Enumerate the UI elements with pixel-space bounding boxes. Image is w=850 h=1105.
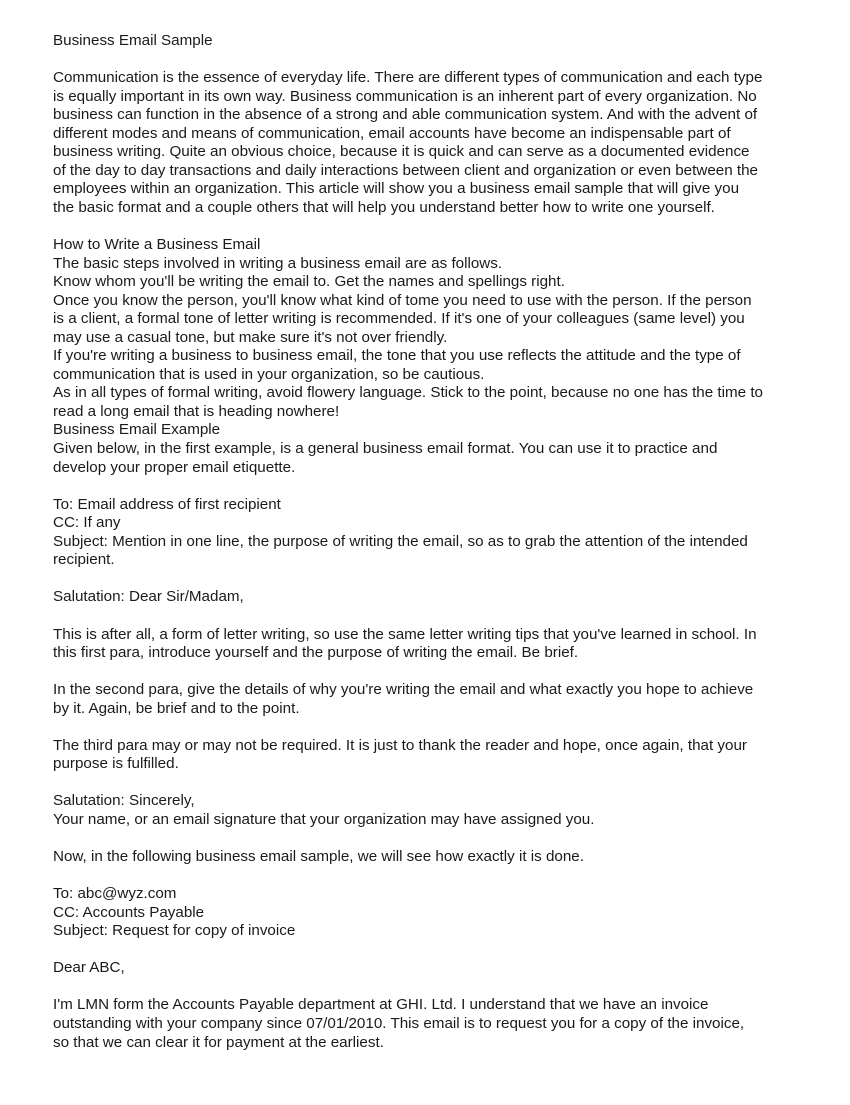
spacer bbox=[53, 978, 823, 997]
sample-header bbox=[53, 885, 823, 941]
template-salutation: Salutation: Dear Sir/Madam, bbox=[53, 588, 244, 606]
email-cc-line: CC: Accounts Payable bbox=[53, 903, 205, 921]
email-subject-line: Subject: Mention in one line, the purpose of writing the email, so as to grab the attention of the intended bbox=[53, 532, 748, 550]
text-line: If you're writing a business to business email, the tone that you use reflects the attitude and the type of bbox=[53, 347, 741, 365]
spacer bbox=[53, 477, 823, 496]
text-line: read a long email that is heading nowhere! bbox=[53, 402, 340, 420]
text-line: Given below, in the first example, is a general business email format. You can use it to practice and bbox=[53, 440, 718, 458]
text-line: Your name, or an email signature that your organization may have assigned you. bbox=[53, 810, 595, 828]
text-line: Salutation: Sincerely, bbox=[53, 792, 195, 810]
text-line: is a client, a formal tone of letter writing is recommended. If it's one of your colleagues (same level) you bbox=[53, 310, 745, 328]
text-line: purpose is fulfilled. bbox=[53, 755, 179, 773]
text-line: In the second para, give the details of why you're writing the email and what exactly you hope to achieve bbox=[53, 681, 754, 699]
text-line: communication that is used in your organization, so be cautious. bbox=[53, 365, 485, 383]
spacer bbox=[53, 217, 823, 236]
email-to-line: To: abc@wyz.com bbox=[53, 885, 177, 903]
email-cc-line: CC: If any bbox=[53, 514, 121, 532]
text-line: The third para may or may not be required. It is just to thank the reader and hope, once again, that your bbox=[53, 736, 747, 754]
template-closing bbox=[53, 792, 823, 829]
spacer bbox=[53, 774, 823, 793]
intro-paragraph bbox=[53, 69, 823, 217]
spacer bbox=[53, 570, 823, 589]
spacer bbox=[53, 867, 823, 886]
text-line: business can function in the absence of a strong and able communication system. And with the advent of bbox=[53, 106, 758, 124]
text-line: this first para, introduce yourself and the purpose of writing the email. Be brief. bbox=[53, 644, 579, 662]
transition-text: Now, in the following business email sample, we will see how exactly it is done. bbox=[53, 848, 584, 866]
text-line: the basic format and a couple others that will help you understand better how to write one yourself. bbox=[53, 198, 715, 216]
text-line: employees within an organization. This article will show you a business email sample that will give you bbox=[53, 180, 740, 198]
template-header bbox=[53, 496, 823, 570]
text-line: outstanding with your company since 07/01/2010. This email is to request you for a copy of the invoice, bbox=[53, 1014, 745, 1032]
template-paragraph-3 bbox=[53, 737, 823, 774]
sample-body bbox=[53, 996, 823, 1052]
template-paragraph-2 bbox=[53, 681, 823, 718]
text-line: is equally important in its own way. Business communication is an inherent part of every organization. No bbox=[53, 87, 757, 105]
email-to-line: To: Email address of first recipient bbox=[53, 495, 281, 513]
spacer bbox=[53, 607, 823, 626]
spacer bbox=[53, 51, 823, 70]
document-title: Business Email Sample bbox=[53, 32, 213, 49]
text-line: different modes and means of communication, email accounts have become an indispensable part of bbox=[53, 124, 731, 142]
text-line: may use a casual tone, but make sure it's not over friendly. bbox=[53, 328, 448, 346]
text-line: The basic steps involved in writing a business email are as follows. bbox=[53, 254, 503, 272]
section-heading: Business Email Example bbox=[53, 421, 221, 439]
text-line: business writing. Quite an obvious choice, because it is quick and can serve as a documented evidence bbox=[53, 143, 750, 161]
text-line: Know whom you'll be writing the email to. Get the names and spellings right. bbox=[53, 273, 565, 291]
text-line: This is after all, a form of letter writing, so use the same letter writing tips that you've learned in school. In bbox=[53, 625, 757, 643]
template-paragraph-1 bbox=[53, 626, 823, 663]
text-line: I'm LMN form the Accounts Payable department at GHI. Ltd. I understand that we have an invoice bbox=[53, 996, 709, 1014]
email-subject-line: Subject: Request for copy of invoice bbox=[53, 922, 296, 940]
text-line: As in all types of formal writing, avoid flowery language. Stick to the point, because no one has the time to bbox=[53, 384, 763, 402]
sample-greeting: Dear ABC, bbox=[53, 959, 125, 977]
section-heading: How to Write a Business Email bbox=[53, 236, 261, 254]
text-line: so that we can clear it for payment at the earliest. bbox=[53, 1033, 384, 1051]
text-line: develop your proper email etiquette. bbox=[53, 458, 296, 476]
text-line: Communication is the essence of everyday life. There are different types of communication and each type bbox=[53, 69, 763, 87]
howto-section bbox=[53, 236, 823, 477]
text-line: recipient. bbox=[53, 551, 115, 569]
text-line: Once you know the person, you'll know what kind of tome you need to use with the person. If the person bbox=[53, 291, 752, 309]
text-line: by it. Again, be brief and to the point. bbox=[53, 699, 300, 717]
spacer bbox=[53, 830, 823, 849]
spacer bbox=[53, 663, 823, 682]
spacer bbox=[53, 718, 823, 737]
spacer bbox=[53, 941, 823, 960]
text-line: of the day to day transactions and daily interactions between client and organization or even between the bbox=[53, 161, 758, 179]
document-page bbox=[53, 32, 823, 1052]
